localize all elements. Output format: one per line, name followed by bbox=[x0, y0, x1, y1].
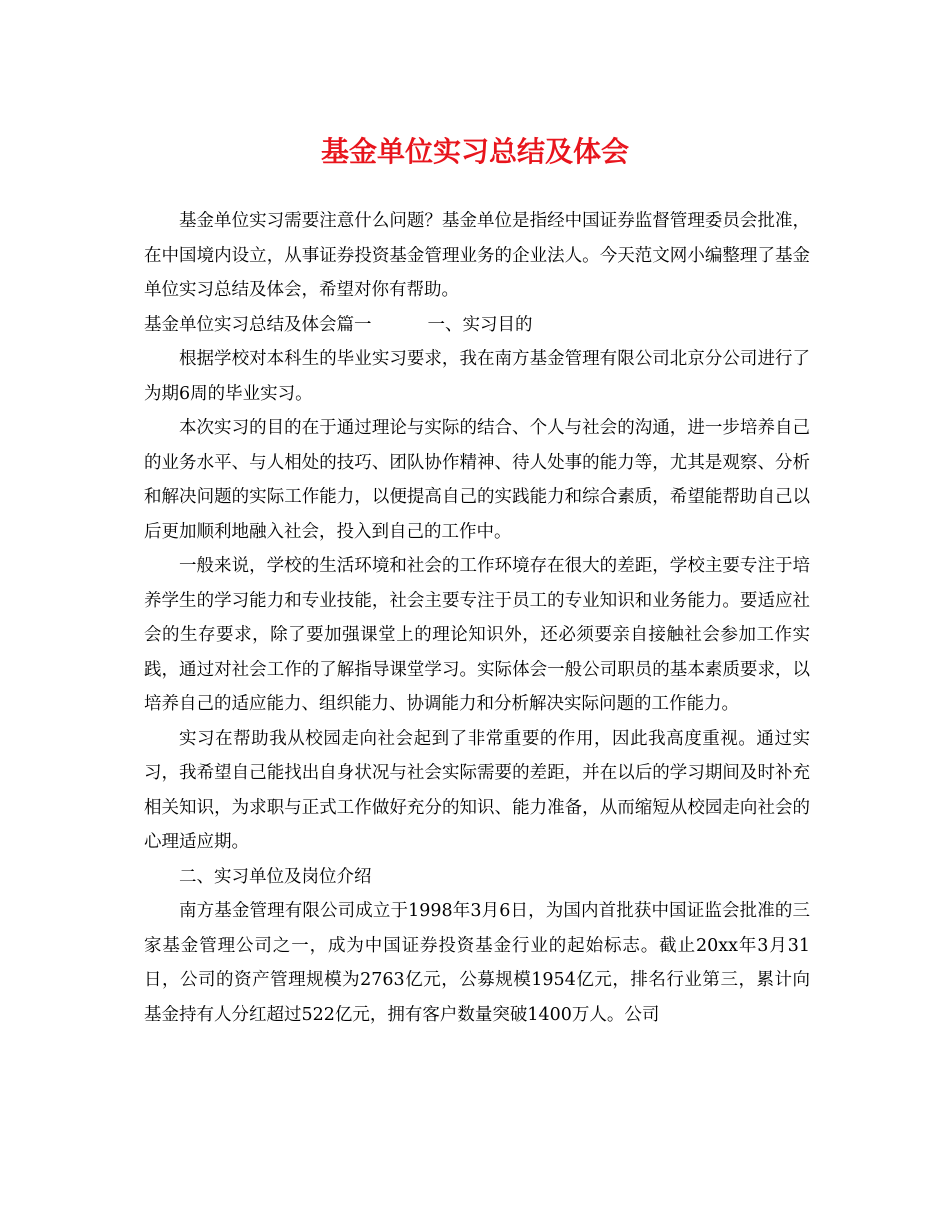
body-paragraph: 一般来说，学校的生活环境和社会的工作环境存在很大的差距，学校主要专注于培养学生的学习能力和专业技能，社会主要专注于员工的专业知识和业务能力。要适应社会的生存要求，除了要加强课堂上的理论知识外，还必须要亲自接触社会参加工作实践，通过对社会工作的了解指导课堂学习。实际体会一般公司职员的基本素质要求，以培养自己的适应能力、组织能力、协调能力和分析解决实际问题的工作能力。 bbox=[144, 556, 810, 714]
body-paragraph: 南方基金管理有限公司成立于1998年3月6日，为国内首批获中国证监会批准的三家基金管理公司之一，成为中国证券投资基金行业的起始标志。截止20xx年3月31日，公司的资产管理规模为2763亿元，公募规模1954亿元，排名行业第三，累计向基金持有人分红超过522亿元，拥有客户数量突破1400万人。公司 bbox=[144, 901, 810, 1025]
section-heading-1 bbox=[144, 308, 810, 343]
body-paragraph: 本次实习的目的在于通过理论与实际的结合、个人与社会的沟通，进一步培养自己的业务水平、与人相处的技巧、团队协作精神、待人处事的能力等，尤其是观察、分析和解决问题的实际工作能力，以便提高自己的实践能力和综合素质，希望能帮助自己以后更加顺利地融入社会，投入到自己的工作中。 bbox=[144, 418, 810, 542]
section-heading-2: 二、实习单位及岗位介绍 bbox=[179, 866, 372, 887]
document-body bbox=[144, 204, 810, 1032]
document-title: 基金单位实习总结及体会 bbox=[320, 135, 629, 168]
body-paragraph: 根据学校对本科生的毕业实习要求，我在南方基金管理有限公司北京分公司进行了为期6周的毕业实习。 bbox=[144, 349, 810, 404]
body-paragraph: 实习在帮助我从校园走向社会起到了非常重要的作用，因此我高度重视。通过实习，我希望自己能找出自身状况与社会实际需要的差距，并在以后的学习期间及时补充相关知识，为求职与正式工作做好充分的知识、能力准备，从而缩短从校园走向社会的心理适应期。 bbox=[144, 728, 810, 852]
intro-paragraph: 基金单位实习需要注意什么问题？基金单位是指经中国证券监督管理委员会批准，在中国境内设立，从事证券投资基金管理业务的企业法人。今天范文网小编整理了基金单位实习总结及体会，希望对你有帮助。 bbox=[144, 211, 810, 300]
section-title-1: 一、实习目的 bbox=[427, 314, 533, 335]
article-label: 基金单位实习总结及体会篇一 bbox=[144, 314, 372, 335]
